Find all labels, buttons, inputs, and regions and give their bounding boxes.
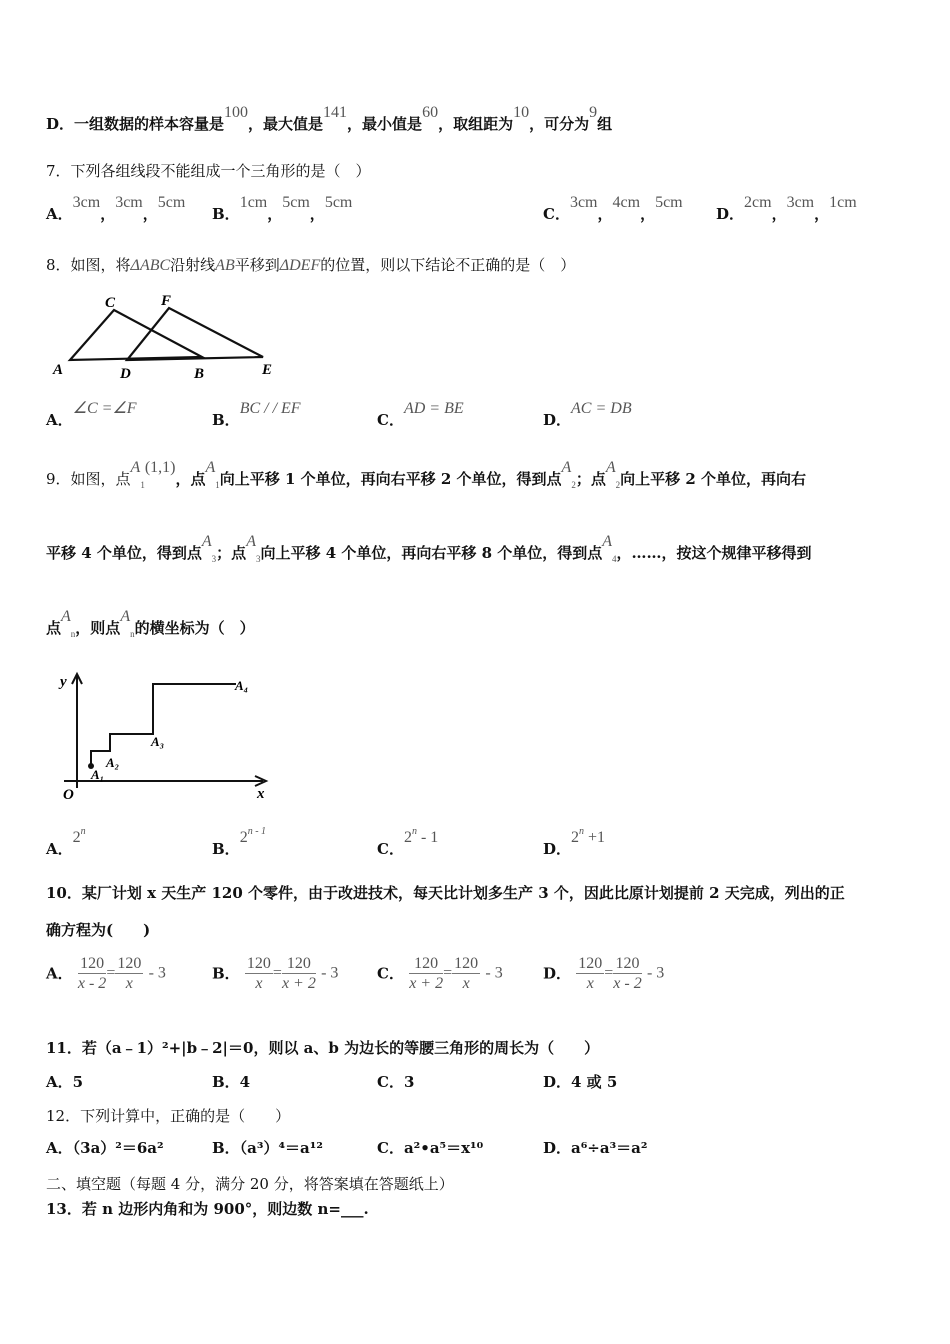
- q11-option-d[interactable]: D．4 或 5: [543, 1073, 618, 1091]
- q10-option-b[interactable]: B． $\frac{120}{x}$ = $\frac{120}{x + 2}$ - 3: [212, 955, 339, 992]
- a1-label: A₁: [91, 767, 105, 782]
- q12-option-b[interactable]: B．（a³）⁴＝a¹²: [212, 1139, 323, 1157]
- q11-option-c[interactable]: C．3: [377, 1073, 415, 1091]
- q9-option-d[interactable]: D．$2^n +1$: [543, 826, 606, 858]
- q11-stem: 11．若（a﹣1）²+|b﹣2|＝0，则以 a、b 为边长的等腰三角形的周长为（ ）: [46, 1039, 600, 1057]
- q9-option-a[interactable]: A．2$^n$: [46, 826, 86, 858]
- q7-stem: 7．下列各组线段不能组成一个三角形的是（ ）: [46, 162, 371, 180]
- x-axis-label: x: [257, 786, 265, 802]
- label-a: A: [53, 362, 64, 378]
- q8-option-c[interactable]: C．AD = BE: [377, 400, 464, 429]
- q7-option-c[interactable]: C．3cm，4cm，5cm: [543, 194, 683, 223]
- q11-option-a[interactable]: A．5: [46, 1073, 84, 1091]
- q10-option-c[interactable]: C． $\frac{120}{x + 2}$ = $\frac{120}{x}$ - 3: [377, 955, 503, 992]
- label-c: C: [105, 295, 116, 311]
- q10-option-d[interactable]: D． $\frac{120}{x}$ = $\frac{120}{x - 2}$ - 3: [543, 955, 665, 992]
- q10-stem-line-2: 确方程为( ): [46, 921, 151, 939]
- q8-option-d[interactable]: D．AC = DB: [543, 400, 632, 429]
- q8-option-b[interactable]: B．BC / / EF: [212, 400, 301, 429]
- q9-option-c[interactable]: C．2$^n$ - 1: [377, 826, 439, 858]
- label-e: E: [262, 362, 273, 378]
- q7-option-a[interactable]: A．3cm，3cm，5cm: [46, 194, 186, 223]
- q12-stem: 12．下列计算中，正确的是（ ）: [46, 1107, 291, 1125]
- a4-label: A₄: [235, 678, 249, 693]
- section-2-heading: 二、填空题（每题 4 分，满分 20 分，将答案填在答题纸上）: [46, 1175, 454, 1193]
- q12-option-a[interactable]: A．（3a）²＝6a²: [46, 1139, 164, 1157]
- q12-option-d[interactable]: D．a⁶÷a³＝a²: [543, 1139, 648, 1157]
- q9-line-1: 9．如图，点$A_1(1,1)$，点$A_1$向上平移 1 个单位，再向右平移 2 个单位，得到点$A_2$；点$A_2$向上平移 2 个单位，再向右: [46, 459, 807, 490]
- q10-stem-line-1: 10．某厂计划 x 天生产 120 个零件，由于改进技术，每天比计划多生产 3 个，因此比原计划提前 2 天完成，列出的正: [46, 884, 845, 902]
- q8-option-a[interactable]: A．∠C =∠F: [46, 400, 137, 429]
- q9-staircase-figure: [58, 668, 288, 808]
- q9-option-b[interactable]: B．2$^{n - 1}$: [212, 826, 267, 858]
- label-b: B: [194, 366, 205, 380]
- q12-option-c[interactable]: C．a²•a⁵＝x¹⁰: [377, 1139, 484, 1157]
- y-axis-label: y: [60, 674, 67, 690]
- q9-line-3: 点$A_n$，则点$A_n$的横坐标为（ ）: [46, 608, 255, 639]
- q8-stem: 8．如图，将ΔABC沿射线AB平移到ΔDEF的位置，则以下结论不正确的是（ ）: [46, 256, 576, 274]
- q11-option-b[interactable]: B．4: [212, 1073, 251, 1091]
- q6-option-d: D．一组数据的样本容量是100，最大值是141，最小值是60，取组距为10，可分为9组: [46, 104, 613, 133]
- q7-option-d[interactable]: D．2cm，3cm，1cm: [716, 194, 857, 223]
- origin-label: O: [63, 787, 74, 803]
- label-d: D: [120, 366, 131, 380]
- q9-line-2: 平移 4 个单位，得到点$A_3$；点$A_3$向上平移 4 个单位，再向右平移 8 个单位，得到点$A_4$，……，按这个规律平移得到: [46, 533, 812, 564]
- q13-stem: 13．若 n 边形内角和为 900°，则边数 n=___.: [46, 1200, 369, 1218]
- a3-label: A₃: [151, 734, 165, 749]
- q7-option-b[interactable]: B．1cm，5cm，5cm: [212, 194, 353, 223]
- q10-option-a[interactable]: A． $\frac{120}{x - 2}$ = $\frac{120}{x}$ - 3: [46, 955, 166, 992]
- q8-triangle-figure: [50, 290, 290, 380]
- label-f: F: [161, 293, 172, 309]
- a2-label: A₂: [106, 755, 120, 770]
